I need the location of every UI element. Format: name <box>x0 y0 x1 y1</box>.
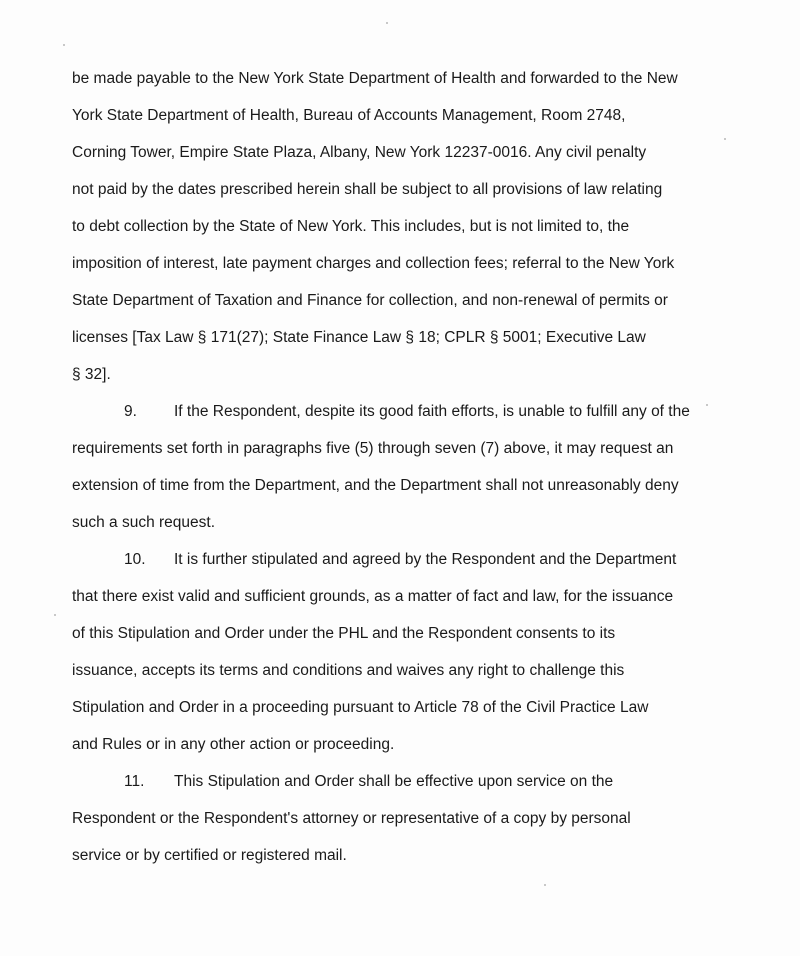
body-line: and Rules or in any other action or proceeding. <box>72 736 395 753</box>
body-line: be made payable to the New York State Department of Health and forwarded to the New <box>72 70 678 87</box>
body-line: of this Stipulation and Order under the PHL and the Respondent consents to its <box>72 625 616 642</box>
body-line: Stipulation and Order in a proceeding pursuant to Article 78 of the Civil Practice Law <box>72 699 649 716</box>
body-line: not paid by the dates prescribed herein shall be subject to all provisions of law relating <box>72 181 663 198</box>
body-line-text: This Stipulation and Order shall be effective upon service on the <box>174 773 614 790</box>
body-line: Respondent or the Respondent's attorney or representative of a copy by personal <box>72 810 631 827</box>
body-line: to debt collection by the State of New York. This includes, but is not limited to, the <box>72 218 630 235</box>
body-line: Corning Tower, Empire State Plaza, Albany, New York 12237-0016. Any civil penalty <box>72 144 647 161</box>
paragraph-9-first-line <box>72 397 732 434</box>
body-line: such a such request. <box>72 514 216 531</box>
scan-speck <box>54 614 56 616</box>
body-line: issuance, accepts its terms and conditions and waives any right to challenge this <box>72 662 625 679</box>
scan-speck <box>63 44 65 46</box>
paragraph-number: 11. <box>124 773 145 790</box>
body-line: service or by certified or registered mail. <box>72 847 347 864</box>
body-line: requirements set forth in paragraphs five (5) through seven (7) above, it may request an <box>72 440 674 457</box>
body-line-text: It is further stipulated and agreed by the Respondent and the Department <box>174 551 677 568</box>
paragraph-number: 10. <box>124 551 146 568</box>
body-line: imposition of interest, late payment charges and collection fees; referral to the New York <box>72 255 675 272</box>
scan-speck <box>386 22 388 24</box>
document-body <box>72 64 732 878</box>
paragraph-number: 9. <box>124 403 137 420</box>
body-line: that there exist valid and sufficient grounds, as a matter of fact and law, for the issuance <box>72 588 674 605</box>
body-line: State Department of Taxation and Finance for collection, and non-renewal of permits or <box>72 292 668 309</box>
body-line: extension of time from the Department, and the Department shall not unreasonably deny <box>72 477 679 494</box>
body-line: licenses [Tax Law § 171(27); State Finance Law § 18; CPLR § 5001; Executive Law <box>72 329 646 346</box>
scan-speck <box>544 884 546 886</box>
paragraph-11-first-line <box>72 767 732 804</box>
body-line: § 32]. <box>72 366 111 383</box>
paragraph-10-first-line <box>72 545 732 582</box>
body-line-text: If the Respondent, despite its good faith efforts, is unable to fulfill any of the <box>174 403 690 420</box>
body-line: York State Department of Health, Bureau of Accounts Management, Room 2748, <box>72 107 626 124</box>
